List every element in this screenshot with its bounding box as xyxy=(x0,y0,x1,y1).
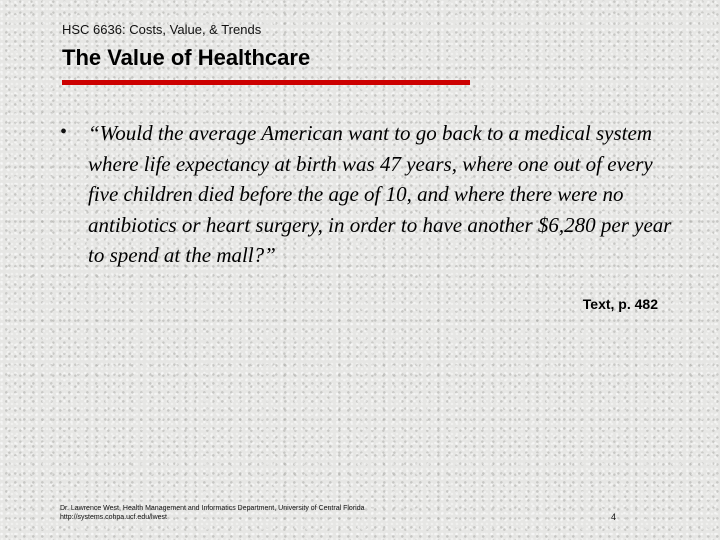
footer-credits xyxy=(60,504,365,522)
quote-text: “Would the average American want to go back to a medical system where life expectancy at birth was 47 years, where one out of every five children died before the age of 10, and where there were no antibiotics or heart surgery, in order to have another $6,280 per year to spend at the mall?” xyxy=(88,121,672,267)
course-header: HSC 6636: Costs, Value, & Trends xyxy=(62,22,262,37)
footer-author-line: Dr. Lawrence West, Health Management and Informatics Department, University of Central Florida xyxy=(60,505,365,512)
title-underline xyxy=(62,80,470,85)
slide-title: The Value of Healthcare xyxy=(62,45,311,70)
citation: Text, p. 482 xyxy=(582,296,658,312)
footer-url: http://systems.cohpa.ucf.edu/lwest xyxy=(60,514,167,521)
bullet-icon: • xyxy=(60,121,68,143)
page-number: 4 xyxy=(611,512,617,522)
